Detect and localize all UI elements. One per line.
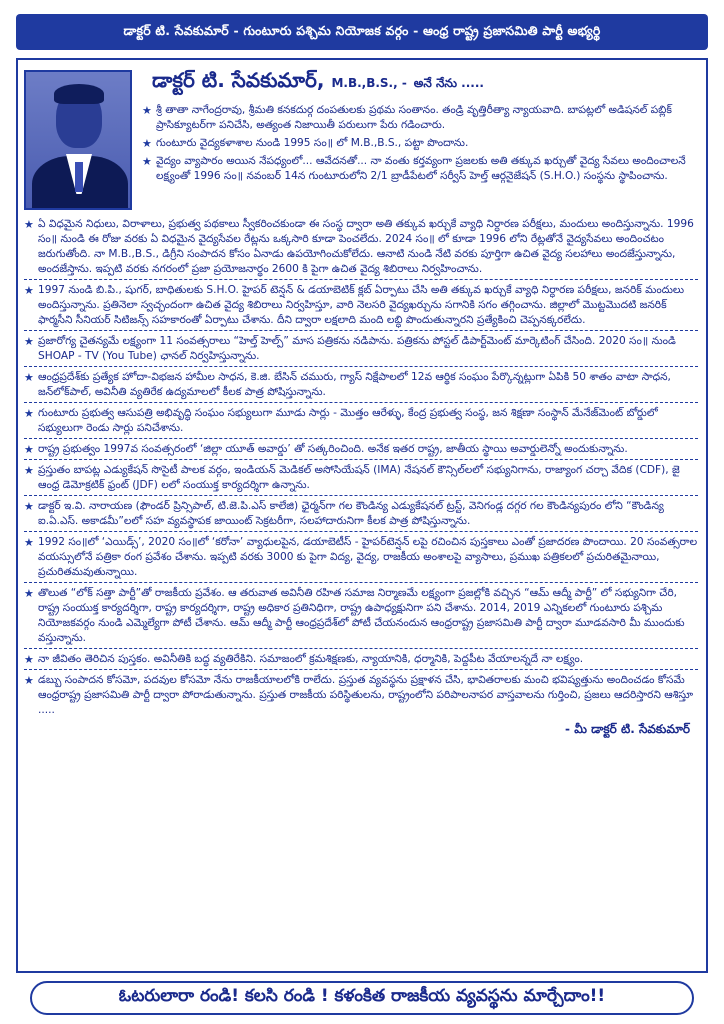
list-item: [24, 582, 698, 648]
star-icon: ★: [24, 674, 34, 687]
star-icon: ★: [24, 536, 34, 549]
list-item-text: రాష్ట్ర ప్రభుత్వం 1997వ సంవత్సరంలో ‘జిల్లా యూత్ అవార్డు’ తో సత్కరించింది. అనేక ఇతర రాష్ట్ర, జాతీయ స్థాయి అవార్డులెన్నో అందుకున్నాను.: [38, 443, 628, 455]
list-item: [24, 648, 698, 669]
candidate-photo: [24, 70, 132, 210]
list-item-text: ప్రజారోగ్య చైతన్యమే లక్ష్యంగా 11 సంవత్సరాలు “హెల్త్ హెల్ప్” మాస పత్రికను నడిపాను. పత్రికను పోస్టల్ డిపార్ట్‌మెంట్ మార్కెటింగ్ చేసింది. 2020 సం॥ నుండి SHOAP - TV (You Tube) ఛానల్ నిర్వహిస్తున్నాను.: [38, 335, 676, 362]
star-icon: ★: [142, 137, 152, 150]
star-icon: ★: [24, 218, 34, 231]
list-item-text: 1997 నుండి బి.పి., షుగర్, బాధితులకు S.H.O. హైపర్ టెన్షన్ & డయాబెటిక్ క్లబ్ ఏర్పాటు చేసి అతి తక్కువ ఖర్చుకే వ్యాధి నిర్ధారణ పరీక్షలు, జనరిక్ మందులు అందిస్తున్నాను. ప్రతినెలా స్వచ్ఛందంగా ఉచిత వైద్య శిబిరాలు నిర్వహిస్తూ, వారి నెలసరి వైద్యఖర్చును సగానికి సగం తగ్గించాను. జిల్లాలో మొట్టమొదటి జనరిక్ ఫార్మసీని సీనియర్ సిటిజన్స్ సహకారంతో ఏర్పాటు చేశాను. దీని ద్వారా లక్షలాది మంది లబ్ధి పొందుతున్నారని ప్రత్యేకించి చెప్పనక్కరలేదు.: [38, 284, 685, 326]
star-icon: ★: [24, 587, 34, 600]
candidate-name: డాక్టర్ టి. సేవకుమార్,: [152, 68, 325, 92]
list-item-text: 1992 సం॥లో ‘ఎయిడ్స్’, 2020 సం॥లో ‘కరోనా’ వ్యాధులపైన, డయాబెటీస్ - హైపర్‌టెన్షన్ లపై రచించిన పుస్తకాలు ఎంతో ప్రజాదరణ పొందాయి. 20 సంవత్సరాల వయస్సులోనే పత్రికా రంగ ప్రవేశం చేశాను. ఇప్పటి వరకు 3000 కు పైగా విద్య, వైద్య, రాజకీయ అంశాలపై వ్యాసాలు, ప్రముఖ పత్రికలలో ప్రచురితమైనాయి, ప్రచురితమవుతున్నాయి.: [38, 536, 698, 578]
intro-text: [142, 68, 698, 210]
intro-item-text: గుంటూరు వైద్యకళాశాల నుండి 1995 సం॥ లో M.B.,B.S., పట్టా పొందాను.: [156, 137, 469, 149]
list-item: [24, 366, 698, 402]
list-item: [24, 438, 698, 459]
star-icon: ★: [24, 443, 34, 456]
star-icon: ★: [24, 284, 34, 297]
title-banner: డాక్టర్ టి. సేవకుమార్ - గుంటూరు పశ్చిమ నియోజక వర్గం - ఆంధ్ర రాష్ట్ర ప్రజాసమితి పార్టీ అభ్యర్థి: [16, 14, 708, 50]
intro-section: [18, 60, 706, 210]
intro-item: [142, 136, 698, 151]
list-item: [24, 214, 698, 279]
list-item-text: ఆంధ్రప్రదేశ్‌కు ప్రత్యేక హోదా-విభజన హామీల సాధన, కె.జి. బేసిన్ చమురు, గ్యాస్ నిక్షేపాలలో 12వ ఆర్థిక సంఘం పేర్కొన్నట్లుగా ఏపికి 50 శాతం వాటా సాధన, జన్‌లోక్‌పాల్, అవినీతి వ్యతిరేక ఉద్యమాలలో కీలక పాత్ర పోషిస్తున్నాను.: [38, 371, 671, 398]
list-item: [24, 330, 698, 366]
list-item: [24, 402, 698, 438]
list-item-text: తొలుత “లోక్ సత్తా పార్టీ”తో రాజకీయ ప్రవేశం. ఆ తరువాత అవినీతి రహిత సమాజ నిర్మాణమే లక్ష్యంగా ప్రజల్లోకి వచ్చిన “ఆమ్ ఆద్మీ పార్టీ” లో సభ్యునిగా చేరి, రాష్ట్ర సంయుక్త కార్యదర్శిగా, రాష్ట్ర కార్యదర్శిగా, రాష్ట్ర అధికార ప్రతినిధిగా, రాష్ట్ర ఉపాధ్యక్షునిగా పని చేశాను. 2014, 2019 ఎన్నికలలో గుంటూరు పశ్చిమ నియోజకవర్గం నుండి ఎమ్మెల్యేగా పోటీ చేశాను. ఆమ్ ఆద్మీ పార్టీ ఆంధ్రప్రదేశ్‌లో పోటీ చేయనందున ఆంధ్రరాష్ట్ర ప్రజాసమితి పార్టీ ద్వారా మూడవసారి మీ ముందుకు వస్తున్నాను.: [38, 587, 685, 644]
intro-item: [142, 154, 698, 184]
star-icon: ★: [142, 155, 152, 168]
list-item: [24, 279, 698, 330]
photo-tie: [75, 162, 83, 192]
candidate-degree: M.B.,B.S., -: [331, 76, 407, 90]
star-icon: ★: [24, 464, 34, 477]
intro-item: [142, 103, 698, 133]
list-item-text: ఏ విధమైన నిధులు, విరాళాలు, ప్రభుత్వ పథకాలు స్వీకరించకుండా ఈ సంస్థ ద్వారా అతి తక్కువ ఖర్చుకే వ్యాధి నిర్ధారణ పరీక్షలు, మందులు అందిస్తున్నాను. 1996 సం॥ నుండి ఈ రోజు వరకు ఏ విధమైన వైద్యసేవల రేట్లను ఒక్కసారి కూడా పెంచలేదు. 2024 సం॥ లో కూడా 1996 లోని రేట్లతోనే వైద్యసేవలు అందించటం జరుగుతోంది. నా M.B.,B.S., డిగ్రీని సంపాదన కోసం ఏనాడు ఉపయోగించుకోలేదు. ఆనాటి నుండి నేటి వరకు పూర్తిగా ఉచిత వైద్య సలహాలు అందజేస్తున్నాను, అందజేస్తాను. ఇప్పటి వరకు నగరంలో ప్రజా ప్రయోజనార్థం 2600 కి పైగా ఉచిత వైద్య శిబిరాలు నిర్వహించాను.: [38, 218, 694, 275]
star-icon: ★: [24, 500, 34, 513]
list-item: [24, 459, 698, 495]
star-icon: ★: [24, 371, 34, 384]
list-item-text: డాక్టర్ ఇ.వి. నారాయణ (ఫౌండర్ ప్రిన్సిపాల్, టి.జె.పి.ఎస్ కాలేజి) ఛైర్మన్‌గా గల కౌండిన్య ఎడ్యుకేషనల్ ట్రస్ట్, వెనిగండ్ల దగ్గర గల కౌండిన్యపురం లోని “కౌండిన్య ఐ.ఏ.ఎస్. అకాడమీ”లలో సహ వ్యవస్థాపక జాయింట్ సెక్రటరీగా, సలహాదారునిగా కీలక పాత్ర పోషిస్తున్నాను.: [38, 500, 664, 527]
candidate-heading: [152, 68, 698, 97]
list-item: [24, 495, 698, 531]
heading-suffix: అనే నేను .....: [413, 76, 484, 90]
star-icon: ★: [24, 407, 34, 420]
signature: - మీ డాక్టర్ టి. సేవకుమార్: [565, 722, 690, 736]
intro-item-text: వైద్యం వ్యాపారం అయిన నేపధ్యంలో... ఆవేదనతో... నా వంతు కర్తవ్యంగా ప్రజలకు అతి తక్కువ ఖర్చుతో వైద్య సేవలు అందించాలనే లక్ష్యంతో 1996 సం॥ నవంబర్ 14న గుంటూరులోని 2/1 బ్రాడీపేటలో సర్వీస్ హెల్త్ ఆర్గనైజేషన్ (S.H.O.) సంస్థను స్థాపించాను.: [156, 155, 686, 182]
list-item: [24, 669, 698, 720]
star-icon: ★: [24, 653, 34, 666]
list-item-text: ప్రస్తుతం బాపట్ల ఎడ్యుకేషన్ సొసైటీ పాలక వర్గం, ఇండియన్ మెడికల్ అసోసియేషన్ (IMA) నేషనల్ కౌన్సిల్‌లలో సభ్యునిగాను, రాజ్యాంగ చర్చా వేదిక (CDF), జై ఆంధ్ర డెమోక్రటిక్ ఫ్రంట్ (JDF) లలో సంయుక్త కార్యదర్శిగా ఉన్నాను.: [38, 464, 680, 491]
achievements-list: [18, 210, 706, 739]
list-item-text: గుంటూరు ప్రభుత్వ ఆసుపత్రి అభివృద్ధి సంఘం సభ్యులుగా మూడు సార్లు - మొత్తం ఆరేళ్ళు, కేంద్ర ప్రభుత్వ సంస్థ, జన శిక్షణా సంస్థాన్ మేనేజ్‌మెంట్ బోర్డులో సభ్యులుగా రెండు సార్లు పనిచేశాను.: [38, 407, 658, 434]
photo-hair: [54, 84, 104, 104]
list-item-text: నా జీవితం తెరిచిన పుస్తకం. అవినీతికి బద్ధ వ్యతిరేకిని. సమాజంలో క్రమశిక్షణకు, న్యాయానికి, ధర్మానికి, పెద్దపీట వేయాలన్నదే నా లక్ష్యం.: [38, 653, 584, 665]
list-item: [24, 531, 698, 582]
list-item-text: డబ్బు సంపాదన కోసమో, పదవుల కోసమో నేను రాజకీయాలలోకి రాలేదు. ప్రస్తుత వ్యవస్థను ప్రక్షాళన చేసి, భావితరాలకు మంచి భవిష్యత్తును అందించడం కోసమే ఆంధ్రరాష్ట్ర ప్రజాసమితి పార్టీ ద్వారా పోరాడుతున్నాను. ప్రస్తుత రాజకీయ పరిస్థితులను, రాష్ట్రంలోని పరిపాలనాపర వాస్తవాలను గుర్తించి, ప్రజలు ఆదరిస్తారని ఆశిస్తూ .....: [38, 674, 694, 716]
star-icon: ★: [142, 104, 152, 117]
content-frame: [16, 58, 708, 973]
slogan-banner: ఓటరులారా రండి! కలసి రండి ! కళంకిత రాజకీయ వ్యవస్థను మార్చేదాం!!: [30, 981, 694, 1015]
intro-item-text: శ్రీ తాతా నాగేంద్రరావు, శ్రీమతి కనకదుర్గ దంపతులకు ప్రథమ సంతానం. తండ్రి వృత్తిరీత్యా న్యాయవాది. బాపట్లలో అడిషనల్ పబ్లిక్ ప్రాసిక్యూటర్‌గా పనిచేసి, అత్యంత నిజాయితీ పరులుగా పేరు గడించారు.: [156, 104, 672, 131]
star-icon: ★: [24, 335, 34, 348]
